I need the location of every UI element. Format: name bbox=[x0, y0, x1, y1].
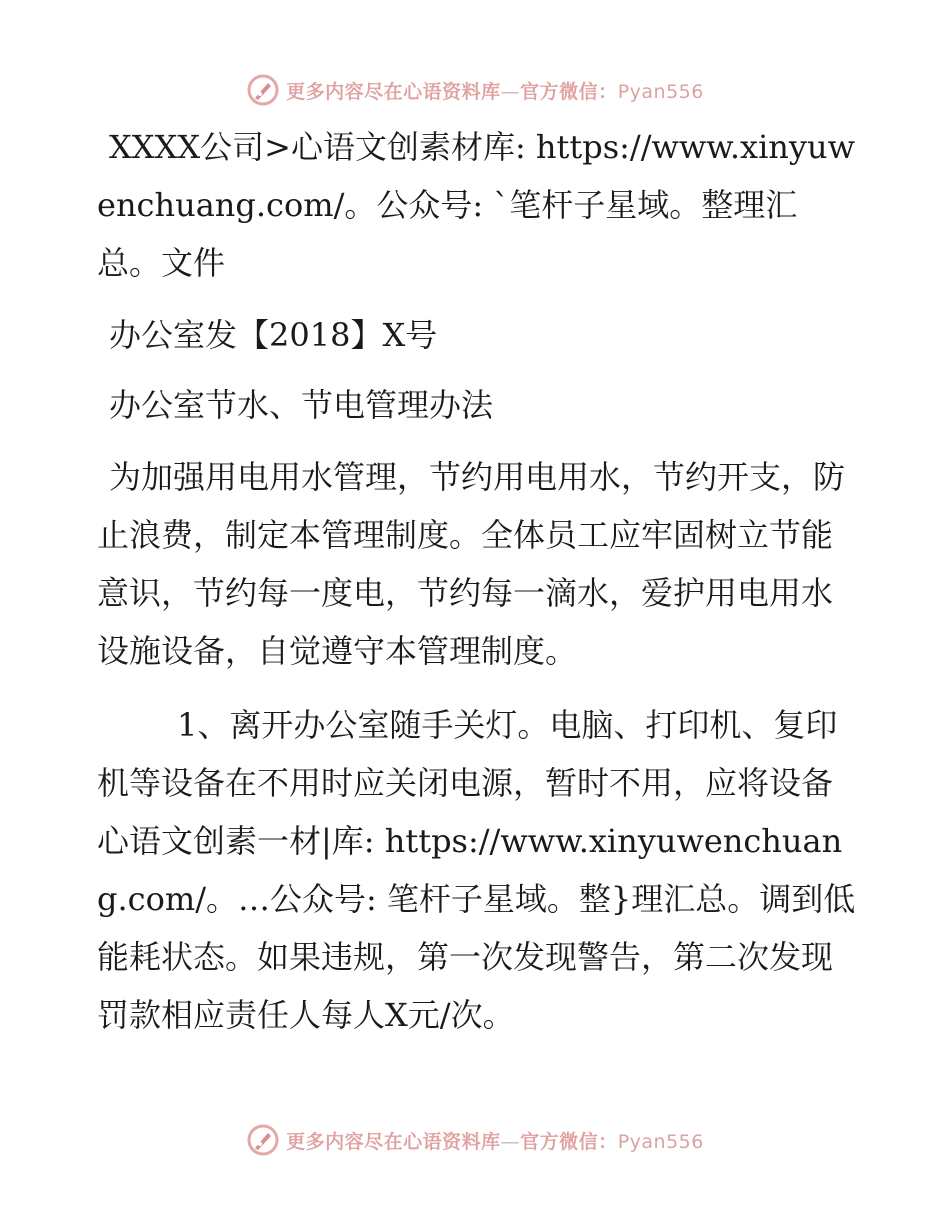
watermark-text: 更多内容尽在心语资料库—官方微信：Pyan556 bbox=[286, 80, 704, 103]
pen-nib-circle-icon bbox=[246, 1123, 280, 1157]
rule-item-1: 1、离开办公室随手关灯。电脑、打印机、复印机等设备在不用时应关闭电源，暂时不用，应将设备心语文创素一材|库: https://www.xinyuwenchuang.com/。…公众号: 笔杆子星域。整}理汇总。调到低能耗状态。如果违规，第一次发现警告，第二次发现罚款相应责任人每人X元/次。 bbox=[97, 706, 856, 1034]
pen-nib-circle-icon bbox=[246, 73, 280, 107]
intro-paragraph: 为加强用电用水管理，节约用电用水，节约开支，防止浪费，制定本管理制度。全体员工应牢固树立节能意识，节约每一度电，节约每一滴水，爱护用电用水设施设备，自觉遵守本管理制度。 bbox=[97, 458, 846, 670]
watermark-bottom bbox=[0, 1120, 950, 1160]
watermark-text: 更多内容尽在心语资料库—官方微信：Pyan556 bbox=[286, 1130, 704, 1153]
watermark-top bbox=[0, 70, 950, 110]
header-line: XXXX公司>心语文创素材库: https://www.xinyuwenchuang.com/。公众号: `笔杆子星域。整理汇总。文件 bbox=[97, 128, 855, 282]
doc-number: 办公室发【2018】X号 bbox=[109, 316, 438, 354]
document-title: 办公室节水、节电管理办法 bbox=[109, 386, 494, 424]
document-body bbox=[97, 118, 857, 1044]
